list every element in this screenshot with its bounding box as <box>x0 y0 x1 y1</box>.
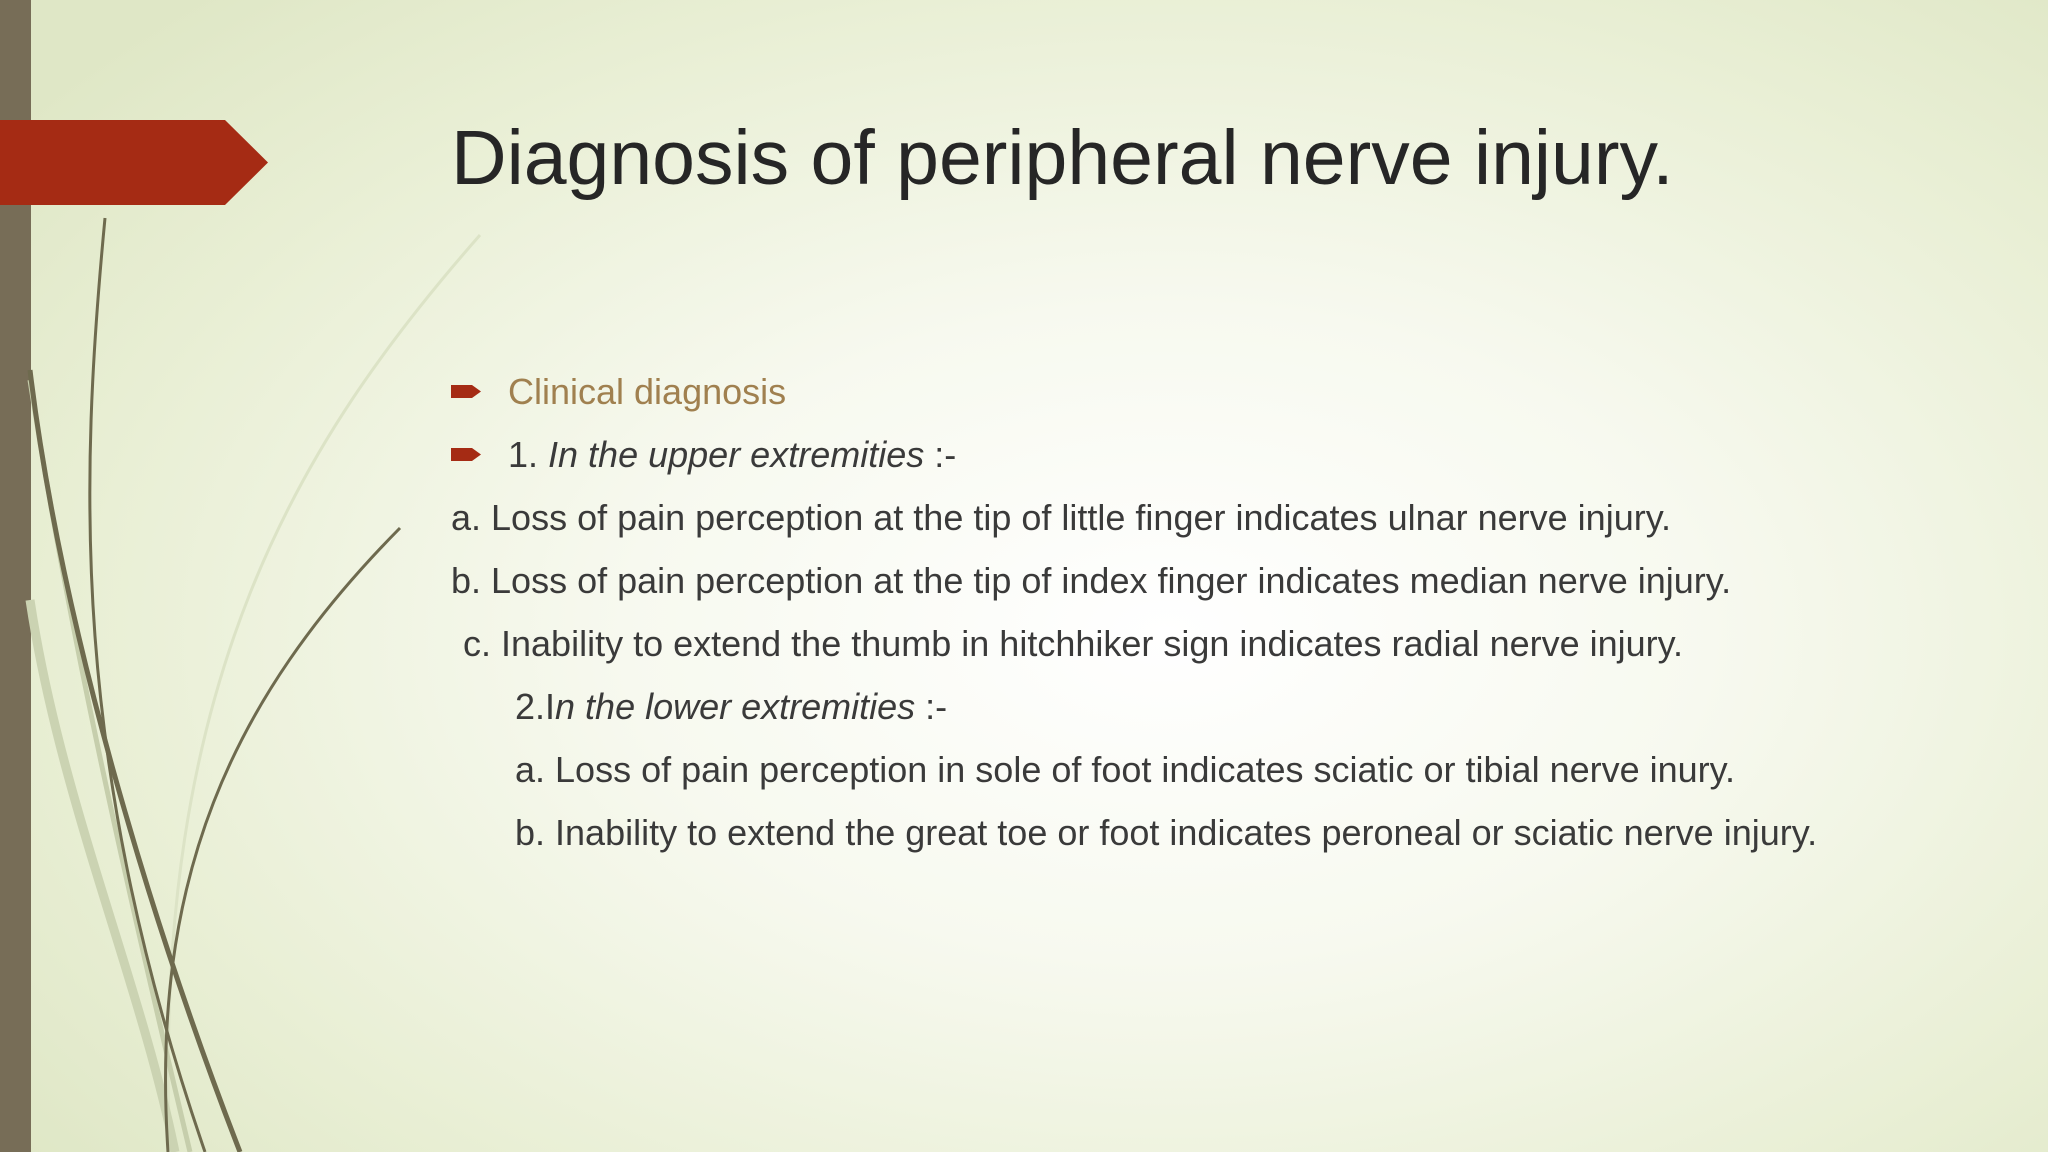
upper-item-c: c. Inability to extend the thumb in hitchhiker sign indicates radial nerve injury. <box>463 623 1683 664</box>
upper-extremities-suffix: :- <box>924 434 957 475</box>
lower-extremities-prefix: 2.I <box>515 686 556 727</box>
arrow-bullet-icon <box>451 382 481 401</box>
clinical-diagnosis-heading: Clinical diagnosis <box>508 371 787 412</box>
title-arrow-shape <box>0 120 268 205</box>
lower-extremities-line <box>451 675 2011 738</box>
upper-item-a: a. Loss of pain perception at the tip of little finger indicates ulnar nerve injury. <box>451 497 1672 538</box>
bullet-upper-extremities <box>451 423 2011 486</box>
lower-extremities-suffix: :- <box>915 686 948 727</box>
lower-item-a: a. Loss of pain perception in sole of foot indicates sciatic or tibial nerve inury. <box>515 749 1735 790</box>
upper-extremities-heading: In the upper extremities <box>538 434 925 475</box>
upper-item-b: b. Loss of pain perception at the tip of index finger indicates median nerve injury. <box>451 560 1732 601</box>
upper-extremities-number: 1. <box>508 434 539 475</box>
lower-item-b: b. Inability to extend the great toe or foot indicates peroneal or sciatic nerve injury. <box>515 812 1818 853</box>
slide-body <box>451 360 2011 864</box>
lower-extremities-heading: n the lower extremities <box>555 686 916 727</box>
arrow-bullet-icon <box>451 445 481 464</box>
slide-title: Diagnosis of peripheral nerve injury. <box>451 115 1674 201</box>
bullet-clinical-diagnosis <box>451 360 2011 423</box>
